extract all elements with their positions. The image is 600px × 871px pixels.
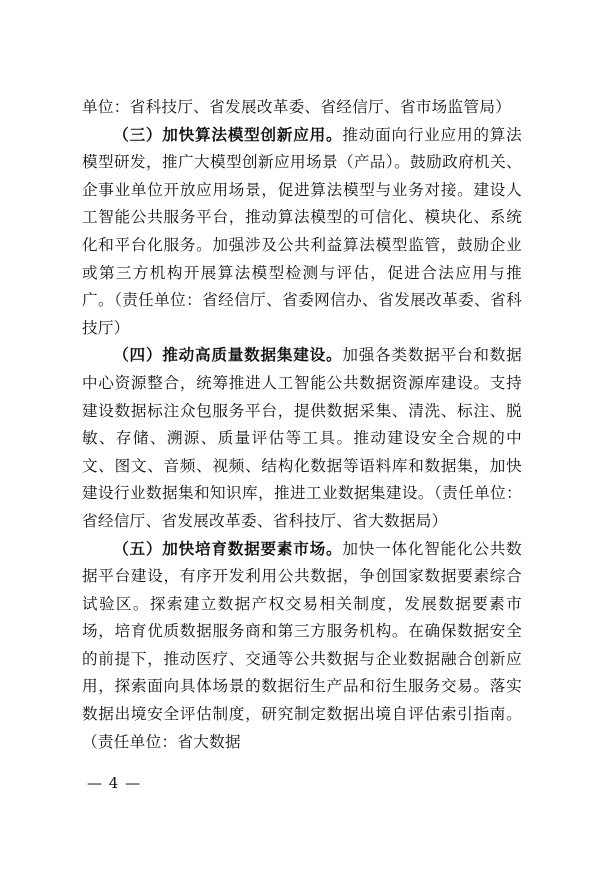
paragraph-section-3 <box>82 122 522 343</box>
paragraph-text: 单位：省科技厅、省发展改革委、省经信厅、省市场监管局） <box>82 98 512 116</box>
document-page <box>82 94 522 756</box>
paragraph-text: 加强各类数据平台和数据中心资源整合，统筹推进人工智能公共数据资源库建设。支持建设数据标注众包服务平台，提供数据采集、清洗、标注、脱敏、存储、溯源、质量评估等工具。推动建设安全合规的中文、图文、音频、视频、结构化数据等语料库和数据集，加快建设行业数据集和知识库，推进工业数据集建设。（责任单位：省经信厅、省发展改革委、省科技厅、省大数据局） <box>82 346 522 530</box>
section-heading: （四）推动高质量数据集建设。 <box>113 346 343 365</box>
section-heading: （五）加快培育数据要素市场。 <box>113 539 343 558</box>
paragraph-text: 推动面向行业应用的算法模型研发，推广大模型创新应用场景（产品）。鼓励政府机关、企事业单位开放应用场景，促进算法模型与业务对接。建设人工智能公共服务平台，推动算法模型的可信化、模块化、系统化和平台化服务。加强涉及公共利益算法模型监管，鼓励企业或第三方机构开展算法模型检测与评估，促进合法应用与推广。（责任单位：省经信厅、省委网信办、省发展改革委、省科技厅） <box>82 125 522 337</box>
paragraph-continuation <box>82 94 522 122</box>
paragraph-section-5 <box>82 536 522 757</box>
page-number: — 4 — <box>87 774 142 792</box>
paragraph-text: 加快一体化智能化公共数据平台建设，有序开发利用公共数据，争创国家数据要素综合试验区。探索建立数据产权交易相关制度，发展数据要素市场，培育优质数据服务商和第三方服务机构。在确保数据安全的前提下，推动医疗、交通等公共数据与企业数据融合创新应用，探索面向具体场景的数据衍生产品和衍生服务交易。落实数据出境安全评估制度，研究制定数据出境自评估索引指南。（责任单位：省大数据 <box>82 539 522 751</box>
section-heading: （三）加快算法模型创新应用。 <box>113 125 343 144</box>
paragraph-section-4 <box>82 342 522 535</box>
